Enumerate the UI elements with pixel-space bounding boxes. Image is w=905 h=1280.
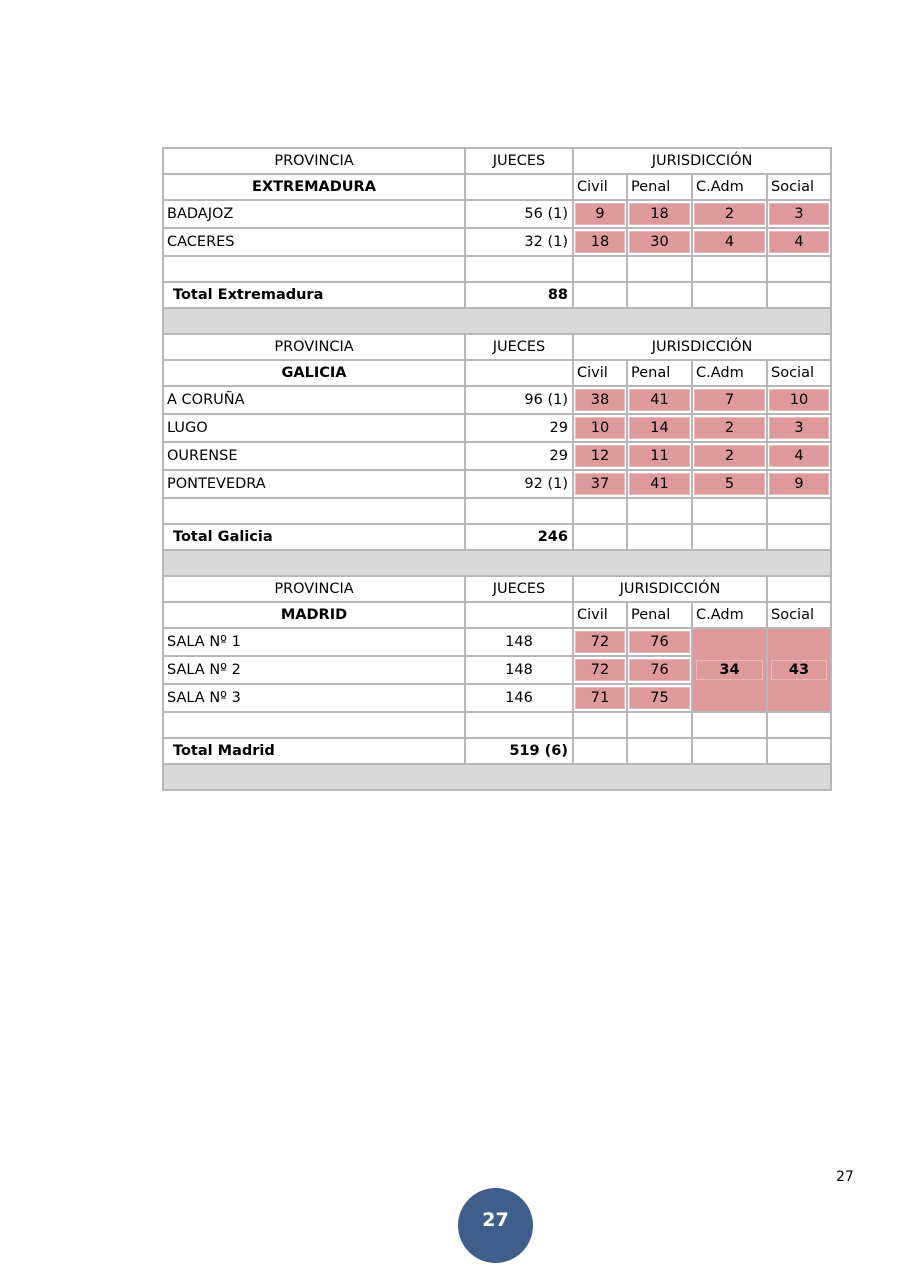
social-value: 3 bbox=[768, 415, 832, 443]
empty-cell bbox=[466, 361, 574, 387]
penal-value: 75 bbox=[628, 685, 693, 713]
civil-value: 37 bbox=[574, 471, 628, 499]
total-row bbox=[164, 525, 832, 551]
total-value: 88 bbox=[466, 283, 574, 309]
cadm-value: 2 bbox=[693, 415, 768, 443]
penal-value: 41 bbox=[628, 471, 693, 499]
jurisdiccion-header: JURISDICCIÓN bbox=[574, 577, 768, 603]
separator-row bbox=[164, 309, 832, 335]
civil-header: Civil bbox=[574, 361, 628, 387]
sala-name: SALA Nº 3 bbox=[164, 685, 466, 713]
jueces-value: 92 (1) bbox=[466, 471, 574, 499]
province-name: A CORUÑA bbox=[164, 387, 466, 415]
civil-value: 9 bbox=[574, 201, 628, 229]
empty-row bbox=[164, 499, 832, 525]
table-row bbox=[164, 387, 832, 415]
provincia-header: PROVINCIA bbox=[164, 335, 466, 361]
jueces-value: 29 bbox=[466, 443, 574, 471]
civil-value: 72 bbox=[574, 657, 628, 685]
social-value: 4 bbox=[768, 443, 832, 471]
header-row bbox=[164, 577, 832, 603]
civil-value: 12 bbox=[574, 443, 628, 471]
jueces-value: 56 (1) bbox=[466, 201, 574, 229]
jueces-table-container bbox=[162, 147, 830, 791]
table-row bbox=[164, 629, 832, 657]
region-row bbox=[164, 361, 832, 387]
penal-value: 11 bbox=[628, 443, 693, 471]
social-value: 4 bbox=[768, 229, 832, 257]
table-row bbox=[164, 415, 832, 443]
jueces-value: 148 bbox=[466, 657, 574, 685]
sala-name: SALA Nº 1 bbox=[164, 629, 466, 657]
separator-row bbox=[164, 765, 832, 791]
cadm-value: 7 bbox=[693, 387, 768, 415]
province-name: CACERES bbox=[164, 229, 466, 257]
empty-cell bbox=[768, 577, 832, 603]
civil-value: 10 bbox=[574, 415, 628, 443]
region-name: GALICIA bbox=[164, 361, 466, 387]
social-value: 9 bbox=[768, 471, 832, 499]
total-label: Total Madrid bbox=[164, 739, 466, 765]
penal-value: 14 bbox=[628, 415, 693, 443]
table-row bbox=[164, 229, 832, 257]
empty-cell bbox=[466, 175, 574, 201]
table-row bbox=[164, 201, 832, 229]
total-value: 519 (6) bbox=[466, 739, 574, 765]
page-number: 27 bbox=[836, 1169, 854, 1185]
jueces-value: 96 (1) bbox=[466, 387, 574, 415]
penal-value: 18 bbox=[628, 201, 693, 229]
separator-row bbox=[164, 551, 832, 577]
civil-value: 18 bbox=[574, 229, 628, 257]
header-row bbox=[164, 149, 832, 175]
jurisdiccion-header: JURISDICCIÓN bbox=[574, 335, 832, 361]
social-header: Social bbox=[768, 361, 832, 387]
total-value: 246 bbox=[466, 525, 574, 551]
page-number-badge: 27 bbox=[458, 1188, 533, 1263]
province-name: OURENSE bbox=[164, 443, 466, 471]
jueces-value: 29 bbox=[466, 415, 574, 443]
jueces-header: JUECES bbox=[466, 149, 574, 175]
social-header: Social bbox=[768, 175, 832, 201]
penal-value: 76 bbox=[628, 657, 693, 685]
province-name: PONTEVEDRA bbox=[164, 471, 466, 499]
penal-header: Penal bbox=[628, 361, 693, 387]
cadm-merged-value: 34 bbox=[693, 629, 768, 713]
province-name: LUGO bbox=[164, 415, 466, 443]
total-label: Total Galicia bbox=[164, 525, 466, 551]
province-name: BADAJOZ bbox=[164, 201, 466, 229]
civil-header: Civil bbox=[574, 175, 628, 201]
civil-header: Civil bbox=[574, 603, 628, 629]
cadm-value: 4 bbox=[693, 229, 768, 257]
total-row bbox=[164, 739, 832, 765]
penal-header: Penal bbox=[628, 603, 693, 629]
cadm-header: C.Adm bbox=[693, 175, 768, 201]
civil-value: 71 bbox=[574, 685, 628, 713]
cadm-header: C.Adm bbox=[693, 361, 768, 387]
penal-value: 30 bbox=[628, 229, 693, 257]
social-merged-value: 43 bbox=[768, 629, 832, 713]
provincia-header: PROVINCIA bbox=[164, 577, 466, 603]
cadm-header: C.Adm bbox=[693, 603, 768, 629]
cadm-value: 2 bbox=[693, 443, 768, 471]
jurisdiccion-header: JURISDICCIÓN bbox=[574, 149, 832, 175]
jueces-header: JUECES bbox=[466, 335, 574, 361]
jueces-value: 32 (1) bbox=[466, 229, 574, 257]
cadm-value: 5 bbox=[693, 471, 768, 499]
table-row bbox=[164, 471, 832, 499]
empty-row bbox=[164, 257, 832, 283]
social-value: 10 bbox=[768, 387, 832, 415]
penal-header: Penal bbox=[628, 175, 693, 201]
region-row bbox=[164, 603, 832, 629]
jueces-header: JUECES bbox=[466, 577, 574, 603]
empty-cell bbox=[466, 603, 574, 629]
penal-value: 76 bbox=[628, 629, 693, 657]
civil-value: 38 bbox=[574, 387, 628, 415]
social-value: 3 bbox=[768, 201, 832, 229]
provincia-header: PROVINCIA bbox=[164, 149, 466, 175]
social-header: Social bbox=[768, 603, 832, 629]
sala-name: SALA Nº 2 bbox=[164, 657, 466, 685]
jueces-value: 146 bbox=[466, 685, 574, 713]
jueces-por-provincia-table bbox=[162, 147, 832, 791]
header-row bbox=[164, 335, 832, 361]
table-row bbox=[164, 443, 832, 471]
region-name: EXTREMADURA bbox=[164, 175, 466, 201]
total-label: Total Extremadura bbox=[164, 283, 466, 309]
empty-row bbox=[164, 713, 832, 739]
jueces-value: 148 bbox=[466, 629, 574, 657]
penal-value: 41 bbox=[628, 387, 693, 415]
region-row bbox=[164, 175, 832, 201]
civil-value: 72 bbox=[574, 629, 628, 657]
region-name: MADRID bbox=[164, 603, 466, 629]
cadm-value: 2 bbox=[693, 201, 768, 229]
total-row bbox=[164, 283, 832, 309]
